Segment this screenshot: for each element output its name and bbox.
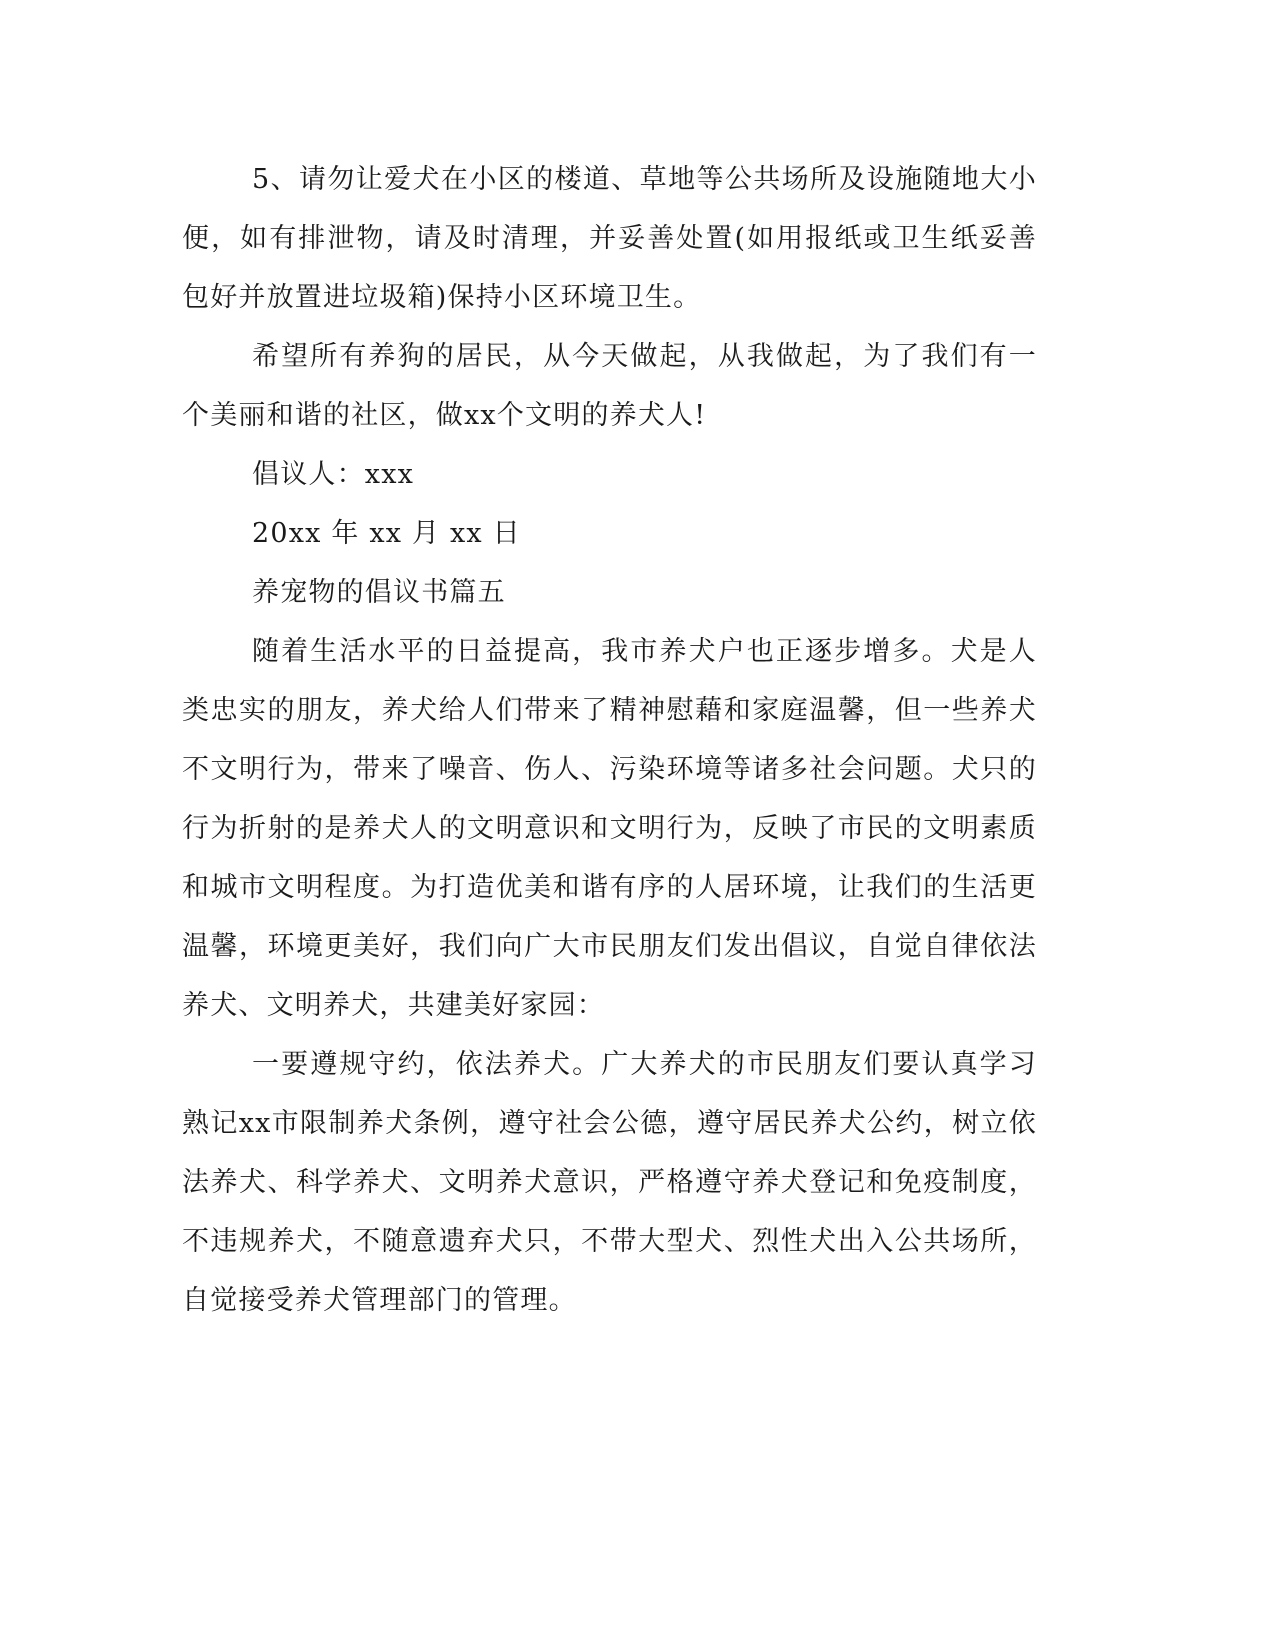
proposer-line: 倡议人：xxx xyxy=(252,459,415,490)
document-body xyxy=(182,150,1037,1330)
paragraph-intro: 随着生活水平的日益提高，我市养犬户也正逐步增多。犬是人类忠实的朋友，养犬给人们带来了精神慰藉和家庭温馨，但一些养犬不文明行为，带来了噪音、伤人、污染环境等诸多社会问题。犬只的行为折射的是养犬人的文明意识和文明行为，反映了市民的文明素质和城市文明程度。为打造优美和谐有序的人居环境，让我们的生活更温馨，环境更美好，我们向广大市民朋友们发出倡议，自觉自律依法养犬、文明养犬，共建美好家园： xyxy=(182,636,1037,1021)
paragraph-rule-one: 一要遵规守约，依法养犬。广大养犬的市民朋友们要认真学习熟记xx市限制养犬条例，遵守社会公德，遵守居民养犬公约，树立依法养犬、科学养犬、文明养犬意识，严格遵守养犬登记和免疫制度，不违规养犬，不随意遗弃犬只，不带大型犬、烈性犬出入公共场所，自觉接受养犬管理部门的管理。 xyxy=(182,1049,1037,1316)
date-line: 20xx 年 xx 月 xx 日 xyxy=(252,518,521,549)
paragraph-item-5: 5、请勿让爱犬在小区的楼道、草地等公共场所及设施随地大小便，如有排泄物，请及时清理，并妥善处置(如用报纸或卫生纸妥善包好并放置进垃圾箱)保持小区环境卫生。 xyxy=(182,164,1037,313)
paragraph-closing-hope: 希望所有养狗的居民，从今天做起，从我做起，为了我们有一个美丽和谐的社区，做xx个文明的养犬人! xyxy=(182,341,1037,431)
section-title: 养宠物的倡议书篇五 xyxy=(252,577,506,608)
